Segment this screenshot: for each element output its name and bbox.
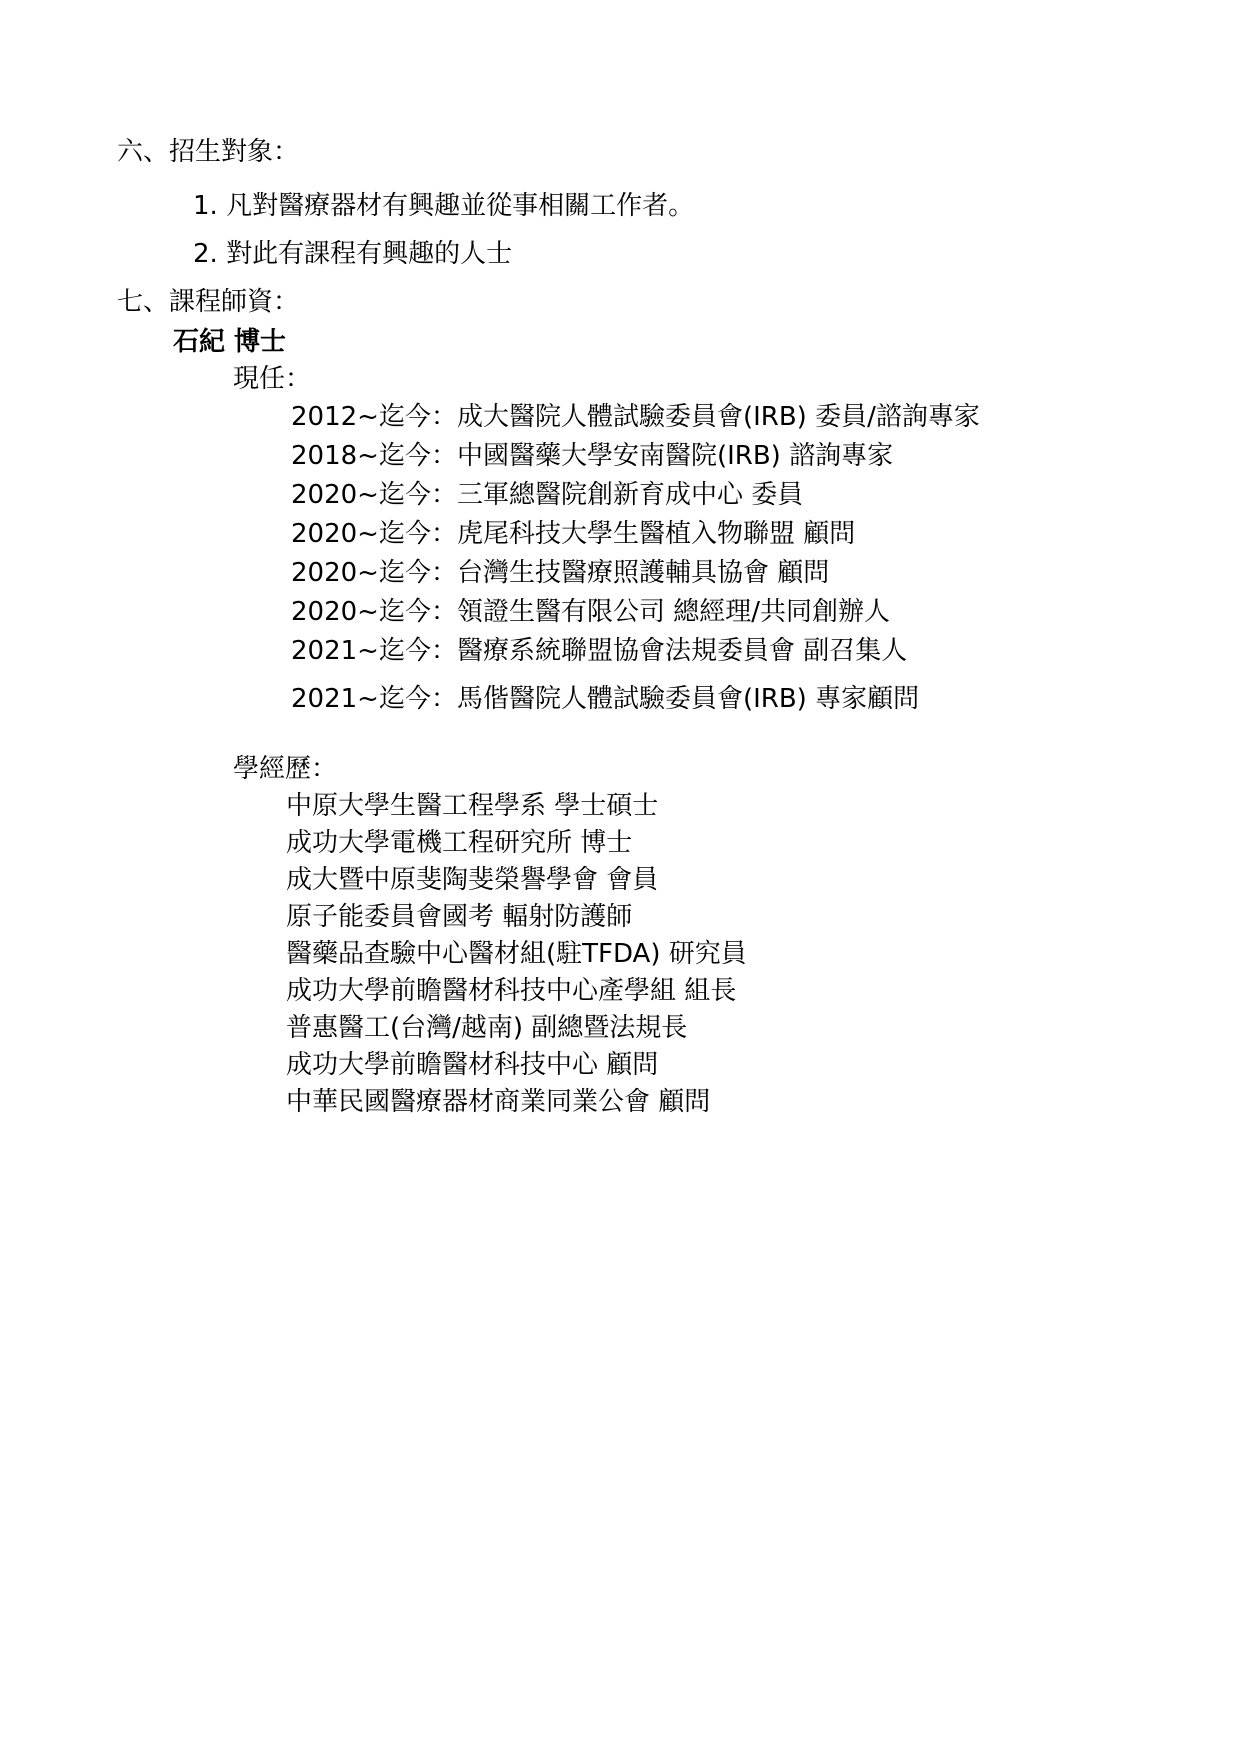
instructor-name: 石紀 博士 [173, 327, 287, 357]
current-position-item: 2020~迄今：虎尾科技大學生醫植入物聯盟 顧問 [291, 519, 856, 549]
section6-heading: 六、招生對象： [117, 137, 300, 167]
history-item: 成大暨中原斐陶斐榮譽學會 會員 [286, 865, 659, 895]
current-position-item: 2018~迄今：中國醫藥大學安南醫院(IRB) 諮詢專家 [291, 441, 894, 471]
current-position-item: 2020~迄今：台灣生技醫療照護輔具協會 顧問 [291, 558, 830, 588]
current-positions-label: 現任： [233, 364, 312, 394]
history-item: 中原大學生醫工程學系 學士碩士 [286, 791, 659, 821]
target-item-2: 2. 對此有課程有興趣的人士 [193, 239, 513, 269]
history-item: 成功大學前瞻醫材科技中心產學組 組長 [286, 976, 737, 1006]
current-position-item: 2020~迄今：領證生醫有限公司 總經理/共同創辦人 [291, 597, 890, 627]
history-item: 成功大學電機工程研究所 博士 [286, 828, 633, 858]
history-item: 醫藥品查驗中心醫材組(駐TFDA) 研究員 [286, 939, 747, 969]
current-position-item: 2012~迄今：成大醫院人體試驗委員會(IRB) 委員/諮詢專家 [291, 402, 980, 432]
current-position-item: 2021~迄今：醫療系統聯盟協會法規委員會 副召集人 [291, 636, 908, 666]
current-position-item: 2021~迄今：馬偕醫院人體試驗委員會(IRB) 專家顧問 [291, 684, 920, 714]
history-item: 原子能委員會國考 輻射防護師 [286, 902, 633, 932]
section7-heading: 七、課程師資： [117, 287, 300, 317]
history-item: 普惠醫工(台灣/越南) 副總暨法規長 [286, 1013, 688, 1043]
history-item: 成功大學前瞻醫材科技中心 顧問 [286, 1050, 659, 1080]
target-item-1: 1. 凡對醫療器材有興趣並從事相關工作者。 [193, 191, 695, 221]
current-position-item: 2020~迄今：三軍總醫院創新育成中心 委員 [291, 480, 804, 510]
history-label: 學經歷： [233, 754, 338, 784]
history-item: 中華民國醫療器材商業同業公會 顧問 [286, 1087, 711, 1117]
